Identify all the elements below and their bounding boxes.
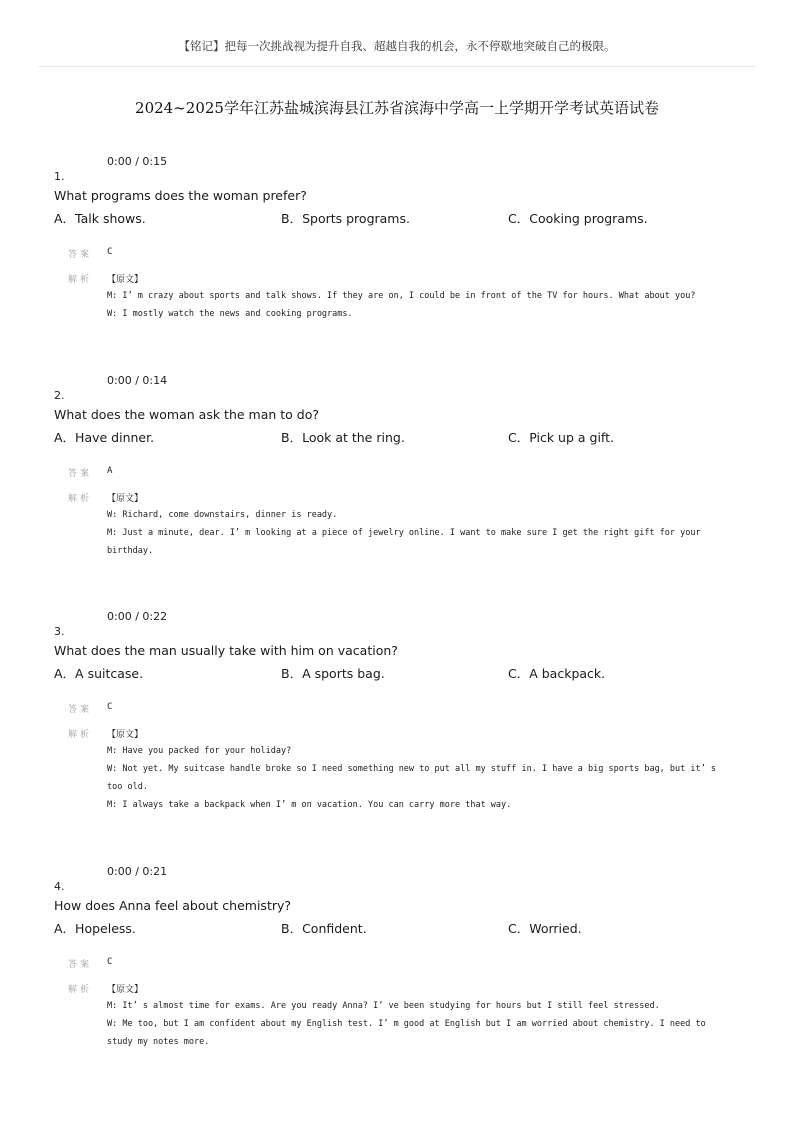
question-number: 3. — [54, 625, 65, 638]
option-c: C．A backpack. — [508, 666, 606, 681]
original-text-label: 【原文】 — [107, 985, 144, 995]
header-motto: 【铭记】把每一次挑战视为提升自我、超越自我的机会，永不停歇地突破自己的极限。 — [178, 39, 616, 53]
question-text: What programs does the woman prefer? — [54, 188, 307, 203]
script-line: W: Me too, but I am confident about my English test. I’ m good at English but I am worried about chemistry. I need to study my notes more. — [107, 1019, 711, 1047]
answer-value: C — [107, 247, 113, 257]
analysis-label: 解析 — [68, 985, 93, 995]
script-line: M: I always take a backpack when I’ m on vacation. You can carry more that way. — [107, 800, 512, 810]
question-number: 2. — [54, 389, 65, 402]
audio-player-time[interactable]: 0:00 / 0:14 — [107, 374, 168, 387]
option-a: A．Hopeless. — [54, 921, 136, 936]
document-title: 2024~2025学年江苏盐城滨海县江苏省滨海中学高一上学期开学考试英语试卷 — [135, 99, 659, 117]
option-c: C．Pick up a gift. — [508, 430, 614, 445]
answer-label: 答案 — [68, 469, 93, 479]
analysis-label: 解析 — [68, 494, 93, 504]
script-line: M: It’ s almost time for exams. Are you ready Anna? I’ ve been studying for hours but I still feel stressed. — [107, 1001, 660, 1011]
question-3 — [0, 610, 794, 810]
listening-script — [107, 287, 727, 323]
script-line: M: Have you packed for your holiday? — [107, 746, 292, 756]
answer-value: C — [107, 702, 113, 712]
original-text-label: 【原文】 — [107, 275, 144, 285]
option-a: A．Have dinner. — [54, 430, 155, 445]
question-2 — [0, 374, 794, 574]
option-b: B．Confident. — [281, 921, 367, 936]
script-line: W: Richard, come downstairs, dinner is ready. — [107, 510, 338, 520]
listening-script — [107, 997, 727, 1051]
original-text-label: 【原文】 — [107, 730, 144, 740]
script-line: M: I’ m crazy about sports and talk shows. If they are on, I could be in front of the TV for hours. What about you? — [107, 291, 696, 301]
option-a: A．Talk shows. — [54, 211, 146, 226]
listening-script — [107, 506, 727, 560]
question-number: 1. — [54, 170, 65, 183]
options-row — [54, 664, 754, 684]
listening-script — [107, 742, 727, 814]
analysis-label: 解析 — [68, 730, 93, 740]
options-row — [54, 209, 754, 229]
option-a: A．A suitcase. — [54, 666, 144, 681]
question-4 — [0, 865, 794, 1065]
original-text-label: 【原文】 — [107, 494, 144, 504]
question-text: What does the man usually take with him on vacation? — [54, 643, 398, 658]
options-row — [54, 428, 754, 448]
question-number: 4. — [54, 880, 65, 893]
answer-label: 答案 — [68, 250, 93, 260]
script-line: W: I mostly watch the news and cooking programs. — [107, 309, 353, 319]
option-c: C．Worried. — [508, 921, 582, 936]
option-b: B．Sports programs. — [281, 211, 410, 226]
audio-player-time[interactable]: 0:00 / 0:22 — [107, 610, 168, 623]
option-c: C．Cooking programs. — [508, 211, 648, 226]
answer-value: C — [107, 957, 113, 967]
answer-value: A — [107, 466, 113, 476]
option-b: B．Look at the ring. — [281, 430, 405, 445]
answer-label: 答案 — [68, 705, 93, 715]
audio-player-time[interactable]: 0:00 / 0:15 — [107, 155, 168, 168]
question-text: What does the woman ask the man to do? — [54, 407, 320, 422]
audio-player-time[interactable]: 0:00 / 0:21 — [107, 865, 168, 878]
options-row — [54, 919, 754, 939]
question-text: How does Anna feel about chemistry? — [54, 898, 292, 913]
script-line: M: Just a minute, dear. I’ m looking at a piece of jewelry online. I want to make sure I get the right gift for your birthday. — [107, 528, 706, 556]
answer-label: 答案 — [68, 960, 93, 970]
option-b: B．A sports bag. — [281, 666, 385, 681]
header-divider — [38, 66, 756, 67]
analysis-label: 解析 — [68, 275, 93, 285]
question-1 — [0, 155, 794, 355]
script-line: W: Not yet. My suitcase handle broke so I need something new to put all my stuff in. I have a big sports bag, but it’ s too old. — [107, 764, 722, 792]
